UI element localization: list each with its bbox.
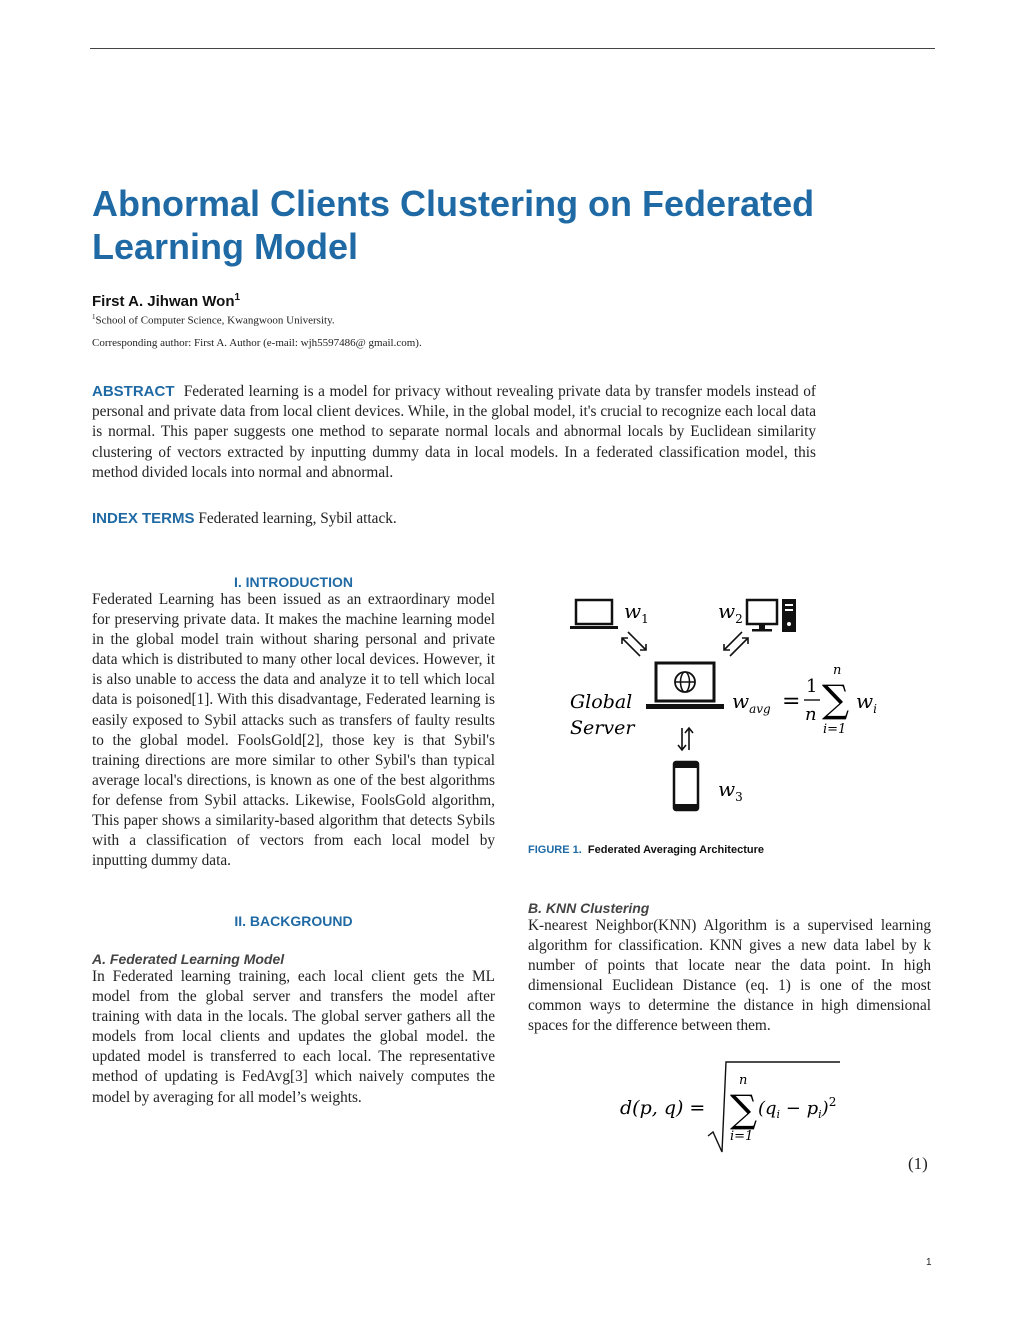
desktop-client-icon <box>747 599 796 632</box>
exchange-arrow-left-icon <box>622 632 646 656</box>
corresponding-author: Corresponding author: First A. Author (e-mail: wjh5597486@ gmail.com). <box>92 337 422 349</box>
intro-section <box>92 574 495 871</box>
index-terms-text: Federated learning, Sybil attack. <box>198 510 397 527</box>
smartphone-client-icon <box>674 762 698 810</box>
knn-section <box>528 900 931 1037</box>
fl-model-heading: A. Federated Learning Model <box>92 951 285 967</box>
w2-label: $w_2$ <box>718 599 743 626</box>
avg-frac-num: 1 <box>806 676 818 697</box>
abstract <box>92 382 816 483</box>
abstract-label: ABSTRACT <box>92 383 175 400</box>
w1-label: $w_1$ <box>624 599 649 626</box>
author-name: First A. Jihwan Won <box>92 293 235 310</box>
abstract-text: Federated learning is a model for privacy without revealing private data by transfer models instead of personal and private data from local client devices. While, in the global model, it's crucial to recognize each local data is normal. This paper suggests one method to separate normal locals and abnormal locals by Euclidean similarity clustering of vectors extracted by inputting dummy data in local models. In a federated classification model, this method divided locals into normal and abnormal. <box>92 383 816 481</box>
knn-heading: B. KNN Clustering <box>528 900 650 916</box>
federated-architecture-diagram <box>560 590 900 825</box>
index-terms <box>92 510 397 528</box>
laptop-client-icon <box>570 600 618 629</box>
affiliation-sup: 1 <box>92 313 96 321</box>
server-label-line2: Server <box>570 717 635 739</box>
avg-sum-bottom: i=1 <box>823 722 847 737</box>
avg-frac-den: n <box>805 704 817 725</box>
global-server-laptop-icon <box>646 663 724 709</box>
eq-sum-sign: ∑ <box>730 1087 758 1131</box>
page-number: 1 <box>926 1257 932 1268</box>
background-section <box>92 913 495 1108</box>
index-terms-label: INDEX TERMS <box>92 510 195 527</box>
avg-equals: = <box>782 689 801 714</box>
eq-sum-top: n <box>739 1073 748 1088</box>
exchange-arrow-down-icon <box>678 728 693 750</box>
intro-text: Federated Learning has been issued as an extraordinary model for preserving private data. It makes the machine learning model in the global model train without sharing personal and private data which is distributed to many other local devices. However, it is also unable to access the data and analyze it to tell which local data is poisoned[1]. With this disadvantage, Federated learning is easily exposed to Sybil attacks such as transfers of faulty results to the global model. FoolsGold[2], those key is that Sybil's training directions are more similar to other Sybil's than typical average local's directions, is known as one of the best algorithms for defense from Sybil attacks. Likewise, FoolsGold algorithm, This paper shows a similarity-based algorithm that detects Sybils with a classification of vectors from each local model by inputting dummy data. <box>92 591 495 870</box>
equation-number: (1) <box>908 1154 928 1173</box>
euclidean-distance-equation <box>600 1060 850 1155</box>
w3-label: $w_3$ <box>718 777 743 804</box>
affiliation-text: School of Computer Science, Kwangwoon University. <box>95 314 335 327</box>
figure-caption <box>528 844 764 856</box>
avg-sum-term: $w_i$ <box>856 689 877 716</box>
author-line <box>92 292 240 310</box>
exchange-arrow-right-icon <box>724 632 748 656</box>
eq-sum-bottom: i=1 <box>730 1129 754 1144</box>
server-label-line1: Global <box>570 691 633 713</box>
background-heading: II. BACKGROUND <box>234 913 353 929</box>
knn-text: K-nearest Neighbor(KNN) Algorithm is a supervised learning algorithm for classification. KNN gives a new data label by k number of points that locate near the data point. In high dimensional Euclidean Distance (eq. 1) is one of the most common ways to determine the distance in high dimensional spaces for the difference between them. <box>528 917 931 1035</box>
fl-model-text: In Federated learning training, each local client gets the ML model from the global server and transfers the model after training with data in the locals. The global server gathers all the models from local clients and updates the global model. the updated model is transferred to each local. The representative method of updating is FedAvg[3] which naively computes the model by averaging for all model’s weights. <box>92 968 495 1106</box>
affiliation <box>92 313 335 327</box>
figure-label: FIGURE 1. <box>528 844 582 856</box>
header-rule <box>90 48 935 49</box>
wavg-label: $w_{avg}$ <box>732 689 771 716</box>
eq-lhs: d(p, q) = <box>620 1097 706 1119</box>
eq-term: $(q_i - p_i)^2$ <box>758 1095 837 1121</box>
avg-sum-sign: ∑ <box>822 677 850 721</box>
paper-title: Abnormal Clients Clustering on Federated Learning Model <box>92 183 815 267</box>
author-sup: 1 <box>234 292 241 303</box>
intro-heading: I. INTRODUCTION <box>234 574 353 590</box>
figure-caption-text: Federated Averaging Architecture <box>587 844 764 856</box>
avg-sum-top: n <box>833 663 842 678</box>
